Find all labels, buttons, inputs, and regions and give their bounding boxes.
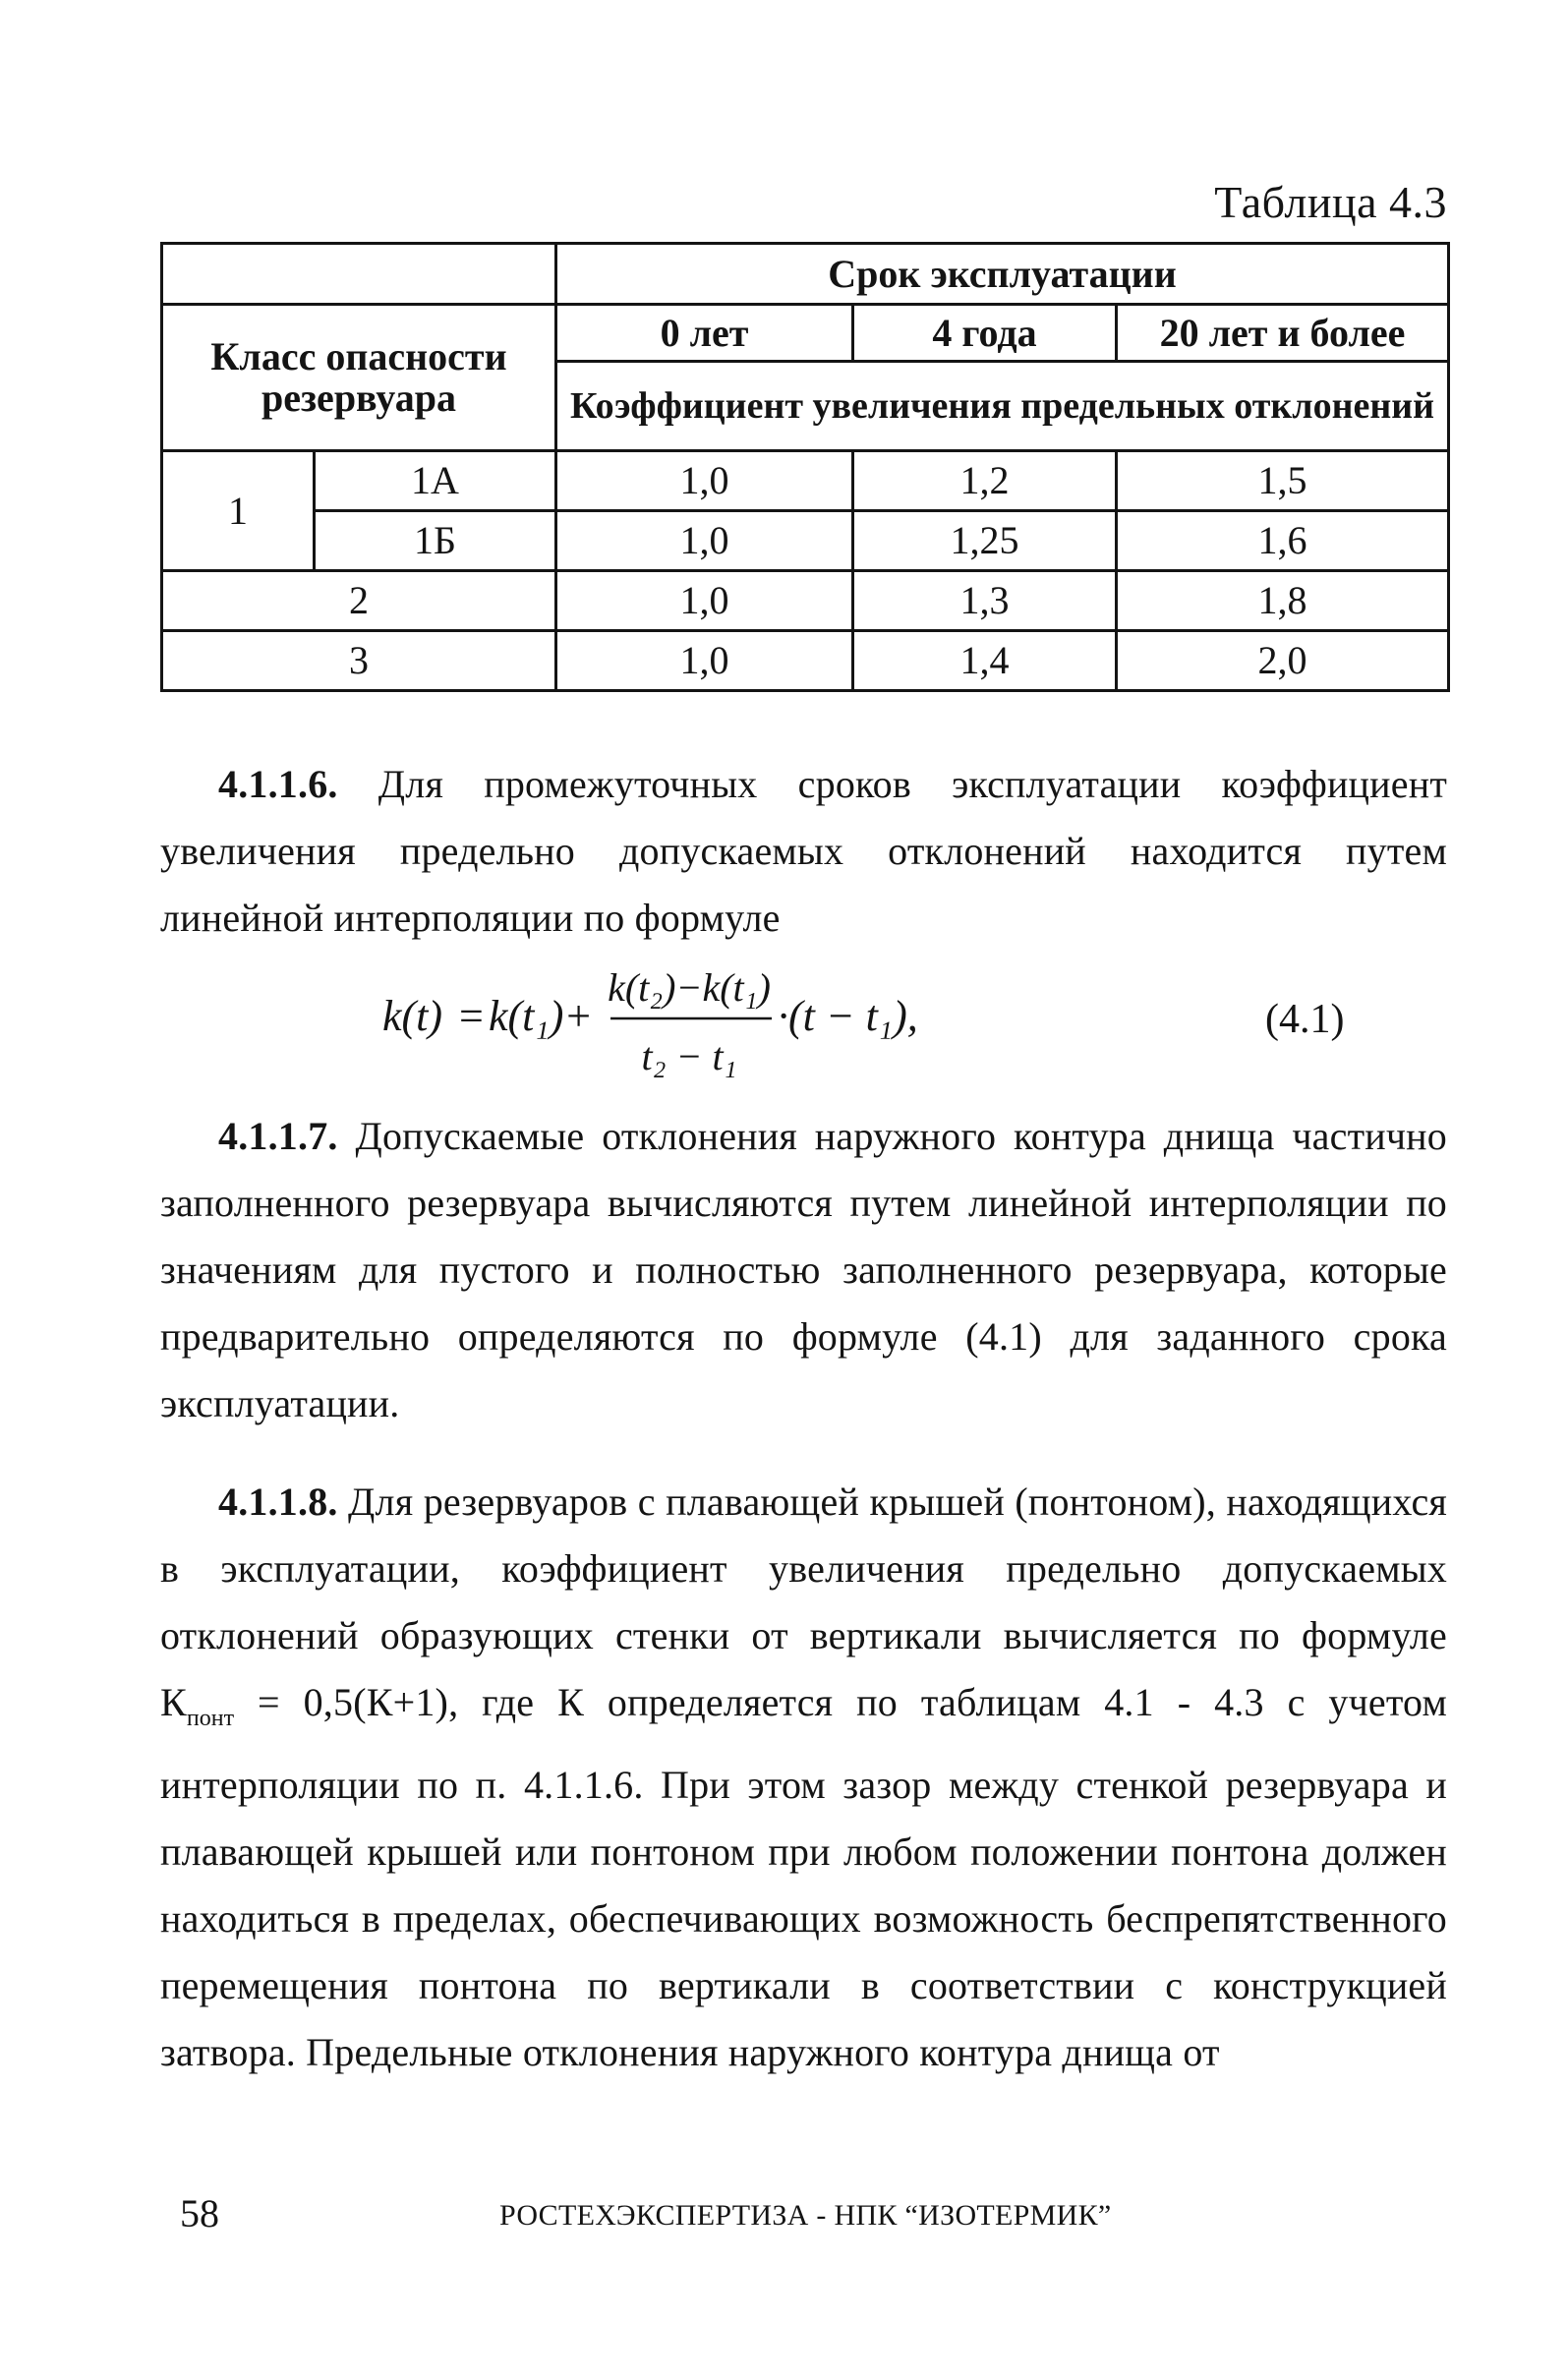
- paragraph-text: Для резервуаров с плавающей крышей (понтоном), находящихся в эксплуатации, коэффициент увеличения предельно допускаемых отклонений образующих стенки от вертикали вычисляется по формуле К: [160, 1480, 1447, 1724]
- paragraph-number: 4.1.1.7.: [218, 1114, 338, 1158]
- formula-term1: k(t₁)+: [489, 992, 594, 1040]
- paragraph-text: Допускаемые отклонения наружного контура днища частично заполненного резервуара вычисляются путем линейной интерполяции по значениям для пустого и полностью заполненного резервуара, которые предварительно определяются по формуле (4.1) для заданного срока эксплуатации.: [160, 1114, 1447, 1425]
- paragraph-text-continued: = 0,5(К+1), где К определяется по таблицам 4.1 - 4.3 с учетом интерполяции по п. 4.1.1.6. При этом зазор между стенкой резервуара и плавающей крышей или понтоном при любом положении понтона должен находиться в пределах, обеспечивающих возможность беспрепятственного перемещения понтона по вертикали в соответствии с конструкцией затвора. Предельные отклонения наружного контура днища от: [160, 1680, 1447, 2074]
- paragraph-4-1-1-7: [160, 1103, 1447, 1437]
- table-row: [162, 631, 1449, 691]
- cell-value: 1,25: [853, 511, 1117, 571]
- cell-value: 1,4: [853, 631, 1117, 691]
- header-coefficient: Коэффициент увеличения предельных отклонений: [556, 362, 1449, 451]
- cell-subclass: 1А: [315, 451, 556, 511]
- paragraph-text: Для промежуточных сроков эксплуатации коэффициент увеличения предельно допускаемых отклонений находится путем линейной интерполяции по формуле: [160, 762, 1448, 940]
- table-caption: Таблица 4.3: [1214, 177, 1447, 227]
- interpolation-formula: [382, 961, 1071, 1089]
- header-year-20: 20 лет и более: [1117, 305, 1449, 362]
- page-number: 58: [180, 2191, 219, 2235]
- cell-value: 1,5: [1117, 451, 1449, 511]
- footer-organization: РОСТЕХЭКСПЕРТИЗА - НПК “ИЗОТЕРМИК”: [499, 2199, 1112, 2232]
- formula-tail: ·(t − t₁),: [778, 992, 918, 1040]
- paragraph-number: 4.1.1.6.: [218, 762, 338, 806]
- formula-lhs: k(t): [382, 992, 443, 1040]
- cell-value: 1,8: [1117, 571, 1449, 631]
- cell-value: 1,3: [853, 571, 1117, 631]
- header-year-0: 0 лет: [556, 305, 853, 362]
- cell-value: 1,2: [853, 451, 1117, 511]
- cell-class: 2: [162, 571, 556, 631]
- header-year-4: 4 года: [853, 305, 1117, 362]
- cell-value: 1,0: [556, 511, 853, 571]
- cell-value: 1,6: [1117, 511, 1449, 571]
- cell-value: 1,0: [556, 631, 853, 691]
- formula-denominator: t₂ − t₁: [641, 1034, 737, 1078]
- header-empty-cell: [162, 244, 556, 305]
- table-row: [162, 571, 1449, 631]
- formula-numerator: k(t₂)−k(t₁): [608, 965, 771, 1010]
- cell-value: 1,0: [556, 571, 853, 631]
- cell-group: 1: [162, 451, 315, 571]
- header-class: Класс опасности резервуара: [162, 305, 556, 451]
- cell-subclass: 1Б: [315, 511, 556, 571]
- cell-value: 2,0: [1117, 631, 1449, 691]
- cell-class: 3: [162, 631, 556, 691]
- paragraph-4-1-1-8: [160, 1469, 1447, 2086]
- deviation-coefficient-table: [160, 242, 1450, 692]
- subscript-pont: понт: [186, 1706, 235, 1731]
- cell-value: 1,0: [556, 451, 853, 511]
- table-header-row: [162, 305, 1449, 362]
- table-header-row: [162, 244, 1449, 305]
- table-row: [162, 511, 1449, 571]
- header-period: Срок эксплуатации: [556, 244, 1449, 305]
- formula-number: (4.1): [1265, 997, 1345, 1042]
- paragraph-number: 4.1.1.8.: [218, 1480, 338, 1524]
- table-row: [162, 451, 1449, 511]
- formula-equals: =: [459, 992, 484, 1040]
- paragraph-4-1-1-6: [160, 751, 1447, 952]
